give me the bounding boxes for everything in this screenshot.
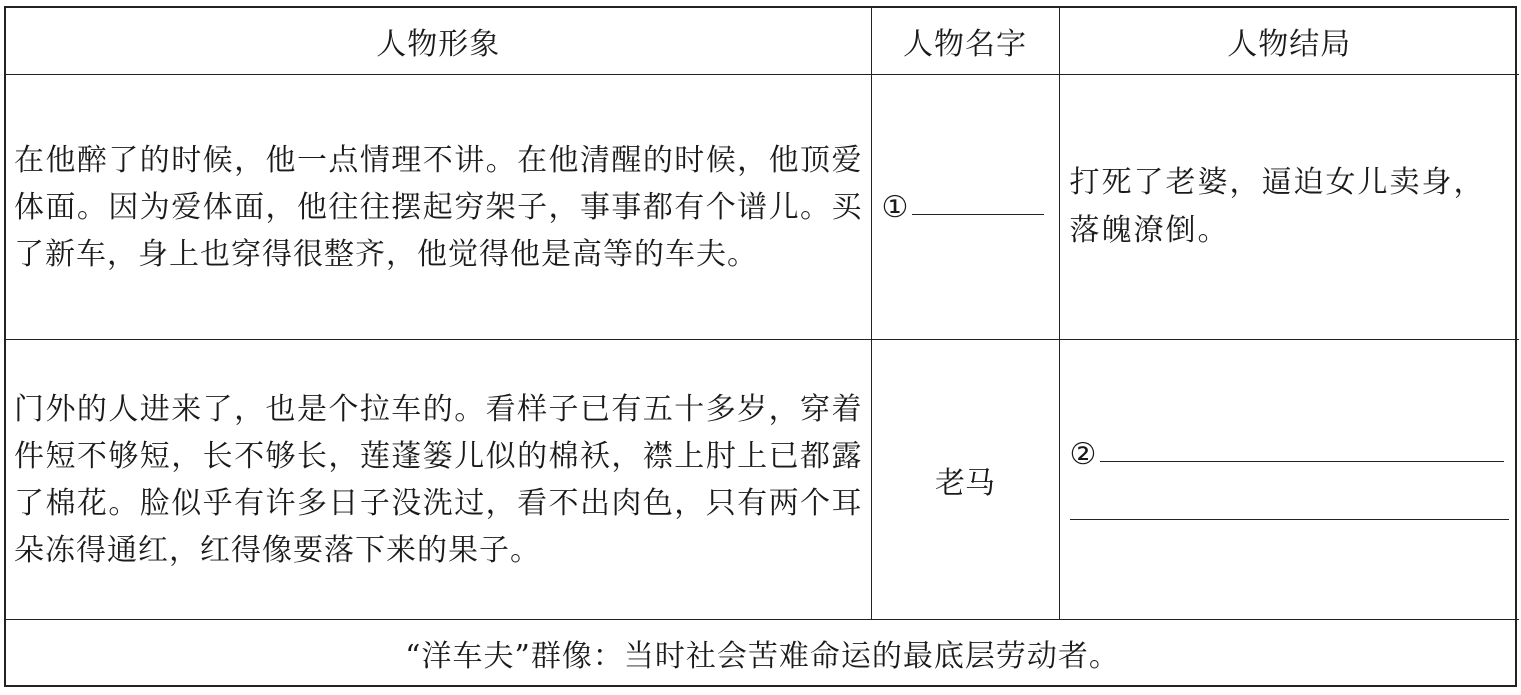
answer-line (912, 213, 1044, 215)
name-cell-1 (871, 75, 1059, 340)
summary-footer: “洋车夫”群像：当时社会苦难命运的最底层劳动者。 (6, 620, 1519, 687)
worksheet-table-frame (4, 6, 1517, 687)
header-fate: 人物结局 (1059, 8, 1519, 75)
fate-1: 打死了老婆，逼迫女儿卖身，落魄潦倒。 (1059, 75, 1519, 340)
passage-1: 在他醉了的时候，他一点情理不讲。在他清醒的时候，他顶爱体面。因为爱体面，他往往摆起穷架子，事事都有个谱儿。买了新车，身上也穿得很整齐，他觉得他是高等的车夫。 (6, 75, 871, 340)
blank-marker-2: ② (1069, 436, 1097, 472)
character-table (6, 8, 1519, 686)
footer-row (6, 620, 1519, 687)
header-row (6, 8, 1519, 75)
fate-answer-line-2 (1070, 488, 1510, 530)
header-name: 人物名字 (871, 8, 1059, 75)
blank-marker-1: ① (881, 189, 909, 225)
fate-answer-cell[interactable] (1059, 340, 1519, 620)
table-row (6, 340, 1519, 620)
table-row (6, 75, 1519, 340)
name-answer-blank[interactable] (872, 190, 1059, 225)
name-2: 老马 (871, 340, 1059, 620)
passage-2: 门外的人进来了，也是个拉车的。看样子已有五十多岁，穿着件短不够短，长不够长，莲蓬篓儿似的棉袄，襟上肘上已都露了棉花。脸似乎有许多日子没洗过，看不出肉色，只有两个耳朵冻得通红，红得像要落下来的果子。 (6, 340, 871, 620)
header-image: 人物形象 (6, 8, 871, 75)
fate-answer-line-1 (1070, 430, 1510, 472)
answer-line (1100, 460, 1504, 462)
answer-line (1070, 518, 1510, 520)
